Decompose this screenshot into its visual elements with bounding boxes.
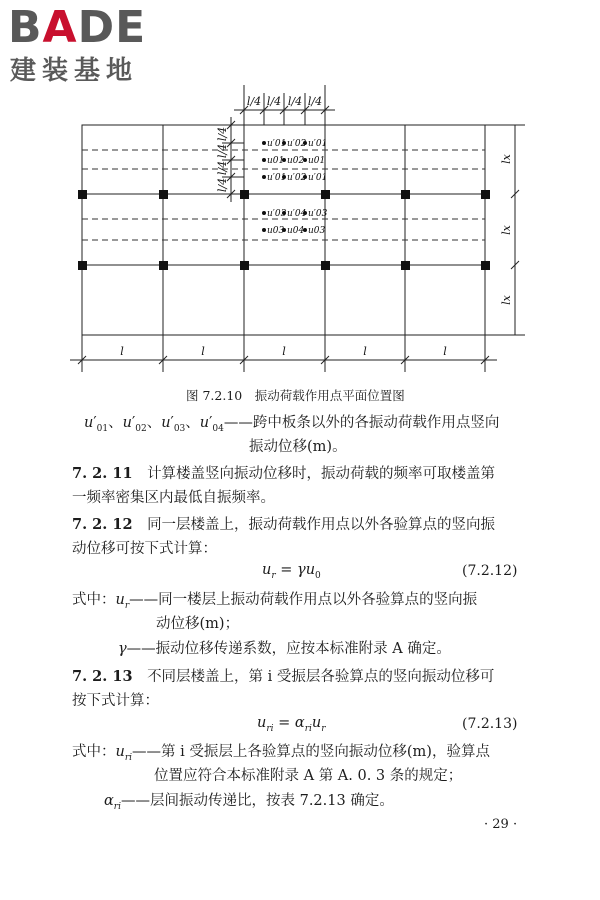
load-label: u01 [308,156,326,166]
where-text: ——同一楼层上振动荷载作用点以外各验算点的竖向振 [129,592,478,608]
page-number: · 29 · [484,817,518,832]
equation-7-2-12: $u_r = \gamma u_0$ [262,562,321,581]
where-u-ri-cont: 位置应符合本标准附录 A 第 A. 0. 3 条的规定； [154,768,463,784]
logo-letter-de: DE [77,2,147,53]
variable-definition: $u'_{01}$、$u'_{02}$、$u'_{03}$、$u'_{04}——$跨中板条以外的各振动荷载作用点竖向 [84,415,500,434]
clause-number: 7. 2. 13 [72,668,133,685]
load-label: u01 [267,156,285,166]
logo-letter-a: A [42,2,78,53]
where-text: ——层间振动传递比，按表 7.2.13 确定。 [120,793,394,809]
dim-bottom: l [201,345,205,358]
load-label: u′01 [308,139,328,149]
load-label: u03 [308,226,326,236]
figure-caption: 图 7.2.10 振动荷载作用点平面位置图 [186,388,405,403]
clause-7-2-13-cont: 按下式计算： [72,693,159,709]
where-label: 式中： [72,744,116,760]
dim-top: l/4 [246,95,262,108]
clause-7-2-11 [72,463,495,485]
dim-right: lx [500,154,513,164]
clause-7-2-11-cont: 一频率密集区内最低自振频率。 [72,490,275,506]
load-label: u′02 [287,173,307,183]
dim-left: l/4 [216,177,229,193]
load-label: u′04 [287,209,307,219]
where-label: 式中： [72,592,116,608]
equation-number: (7.2.12) [462,563,518,579]
clause-7-2-12-cont: 动位移可按下式计算： [72,541,217,557]
load-label: u02 [287,156,305,166]
where-text: ——第 i 受振层上各验算点的竖向振动位移(m)，验算点 [132,744,490,760]
dim-left: l/4 [216,143,229,159]
where-u-r: 式中：$u_r——$同一楼层上振动荷载作用点以外各验算点的竖向振 [72,592,478,611]
clause-text: 计算楼盖竖向振动位移时，振动荷载的频率可取楼盖第 [147,466,496,482]
load-label: u′03 [267,209,287,219]
dim-bottom: l [120,345,124,358]
equation-7-2-13: $u_{ri} = \alpha_{ri}u_r$ [257,715,326,734]
clause-text: 不同层楼盖上，第 i 受振层各验算点的竖向振动位移可 [147,669,495,685]
logo-letter-b: B [8,2,43,53]
dim-left: l/4 [216,126,229,142]
load-label: u03 [267,226,285,236]
vibration-load-plan-figure [0,85,600,385]
clause-number: 7. 2. 12 [72,516,133,533]
clause-number: 7. 2. 11 [72,465,133,482]
clause-7-2-13 [72,666,494,688]
dim-top: l/4 [287,95,303,108]
dim-bottom: l [282,345,286,358]
load-label: u04 [287,226,305,236]
where-gamma: γ——振动位移传递系数，应按本标准附录 A 确定。 [118,641,451,657]
where-u-r-cont: 动位移(m)； [156,616,240,632]
load-label: u′03 [308,209,328,219]
dim-top: l/4 [266,95,282,108]
load-label: u′01 [267,173,287,183]
logo-wordmark [8,4,146,52]
where-text: ——振动位移传递系数，应按本标准附录 A 确定。 [126,641,451,657]
variable-definition-cont: 振动位移(m)。 [249,439,347,455]
dim-right: lx [500,225,513,235]
where-u-ri: 式中：$u_{ri}——$第 i 受振层上各验算点的竖向振动位移(m)，验算点 [72,744,490,763]
dim-bottom: l [363,345,367,358]
dim-right: lx [500,295,513,305]
clause-text: 同一层楼盖上，振动荷载作用点以外各验算点的竖向振 [147,517,496,533]
load-label: u′01 [267,139,287,149]
dim-top: l/4 [307,95,323,108]
dim-left: l/4 [216,160,229,176]
equation-number: (7.2.13) [462,716,518,732]
dim-bottom: l [443,345,447,358]
clause-7-2-12 [72,514,495,536]
logo-subtitle: 建装基地 [10,56,139,86]
load-label: u′02 [287,139,307,149]
variable-definition-text: ——跨中板条以外的各振动荷载作用点竖向 [223,415,500,431]
load-label: u′01 [308,173,328,183]
where-alpha: $\alpha_{ri}——$层间振动传递比，按表 7.2.13 确定。 [104,793,394,812]
